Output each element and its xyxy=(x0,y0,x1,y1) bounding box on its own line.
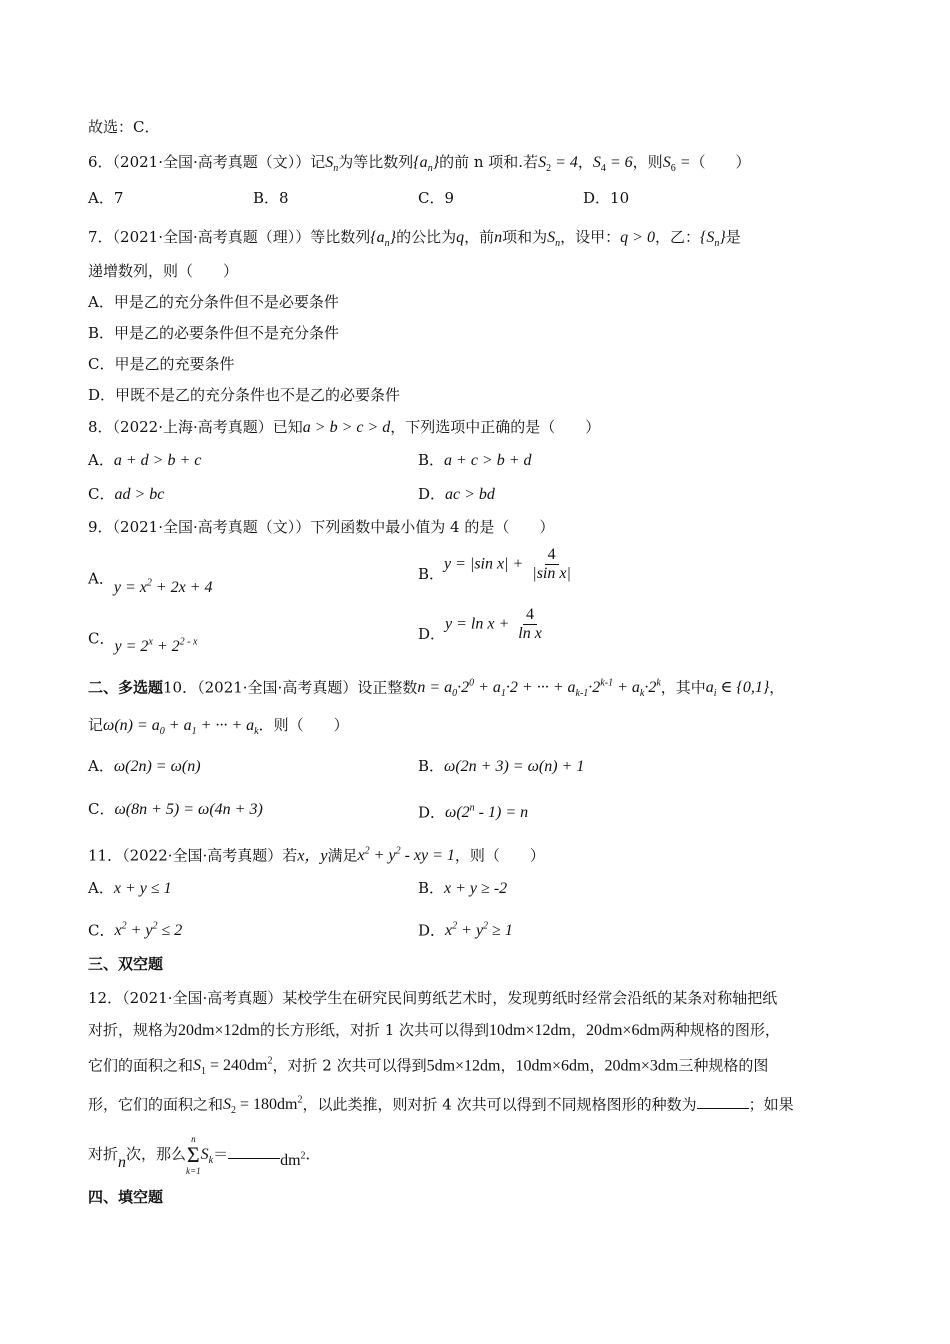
question-7-option-b: B．甲是乙的必要条件但不是充分条件 xyxy=(88,324,340,342)
question-11-option-a: A．x + y ≤ 1 xyxy=(88,879,172,897)
question-12-line4: 形，它们的面积之和$S_2 = 180dm^2$，以此类推，则对折 4 次共可以得到不同规格图形的种数为 ；如果 xyxy=(88,1095,794,1117)
question-11-stem: 11．（2022·全国·高考真题）若x，y满足$x^2 + y^2$ - xy = 1，则（ ） xyxy=(88,846,545,865)
question-11-option-d: D．$x^2 + y^2 \ge 1$ xyxy=(418,921,513,940)
question-12-line1: 12．（2021·全国·高考真题）某校学生在研究民间剪纸艺术时，发现剪纸时经常会沿纸的某条对称轴把纸 xyxy=(88,989,778,1007)
section-2-title: 二、多选题 xyxy=(88,678,164,697)
question-11-option-b: B．x + y ≥ -2 xyxy=(418,879,508,897)
question-7-stem-line2: 递增数列，则（ ） xyxy=(88,262,239,280)
question-12-line5: 对折n次，那么 n Σ k=1 $S_k= dm^2$． xyxy=(88,1134,321,1176)
question-12-line3: 它们的面积之和$S_1 = 240dm^2$，对折 2 次共可以得到5dm×12dm，10dm×6dm，20dm×3dm三种规格的图 xyxy=(88,1056,769,1078)
question-10-stem: 二、多选题10．（2021·全国·高考真题）设正整数$n = a_0\cdot 2^0 + a_1\cdot 2$ + ··· + $a_{k-1}\cdot 2^{k-1} + a_k\cdot 2^k$，其中$a_i$ ∈ {0,1}， xyxy=(88,678,785,700)
question-8-option-c: C．ad > bc xyxy=(88,485,165,503)
question-10-option-a: A．ω(2n) = ω(n) xyxy=(88,757,201,775)
answer-blank-2[interactable] xyxy=(228,1144,280,1159)
question-10-option-c: C．ω(8n + 5) = ω(4n + 3) xyxy=(88,800,263,818)
question-12-line2: 对折，规格为20dm×12dm的长方形纸，对折 1 次共可以得到10dm×12dm，20dm×6dm两种规格的图形， xyxy=(88,1021,780,1039)
question-9-option-d: D．y = ln x + $\frac{4}{\text{ln x}}$ xyxy=(418,606,542,643)
question-9-stem: 9．（2021·全国·高考真题（文））下列函数中最小值为 4 的是（ ） xyxy=(88,518,555,536)
question-9-option-b: B．y = |sin x| + $\frac{4}{\text{|sin x|}}$ xyxy=(418,546,571,583)
answer-blank-1[interactable] xyxy=(697,1094,749,1109)
question-9-option-a: A．$y = x^2 + 2x + 4$ xyxy=(88,569,213,597)
question-6-option-c: C．9 xyxy=(418,189,455,207)
question-6-option-d: D．10 xyxy=(583,189,630,207)
question-10-option-b: B．ω(2n + 3) = ω(n) + 1 xyxy=(418,757,585,775)
question-6-stem: 6．（2021·全国·高考真题（文））记$S_n$为等比数列$\{a_n\}$的前 n 项和.若$S_2 = 4$，$S_4 = 6$，则$S_6$ =（ ） xyxy=(88,153,751,175)
question-9-option-c: C．$y = 2^x + 2^{2 - x}$ xyxy=(88,629,198,656)
question-7-option-a: A．甲是乙的充分条件但不是必要条件 xyxy=(88,293,339,311)
question-11-option-c: C．$x^2 + y^2 \le 2$ xyxy=(88,921,183,940)
section-4-title: 四、填空题 xyxy=(88,1188,164,1206)
question-8-option-b: B．a + c > b + d xyxy=(418,451,532,469)
section-3-title: 三、双空题 xyxy=(88,955,164,973)
question-7-option-c: C．甲是乙的充要条件 xyxy=(88,355,235,373)
question-7-stem: 7．（2021·全国·高考真题（理））等比数列$\{a_n\}$的公比为q，前n项和为$S_n$，设甲：q > 0，乙：$\{S_n\}$是 xyxy=(88,228,741,250)
question-8-option-d: D．ac > bd xyxy=(418,485,495,503)
question-8-stem: 8．（2022·上海·高考真题）已知a > b > c > d，下列选项中正确的是（ ） xyxy=(88,418,601,436)
question-10-stem-line2: 记$\omega(n) = a_0 + a_1$ + ··· + $a_k$．则（ ） xyxy=(88,716,349,738)
previous-answer: 故选：C． xyxy=(88,118,160,136)
question-10-option-d: D．ω(2$^n$ - 1) = n xyxy=(418,803,529,822)
question-6-option-b: B．8 xyxy=(253,189,289,207)
question-7-option-d: D．甲既不是乙的充分条件也不是乙的必要条件 xyxy=(88,386,401,404)
question-6-option-a: A．7 xyxy=(88,189,124,207)
question-8-option-a: A．a + d > b + c xyxy=(88,451,202,469)
